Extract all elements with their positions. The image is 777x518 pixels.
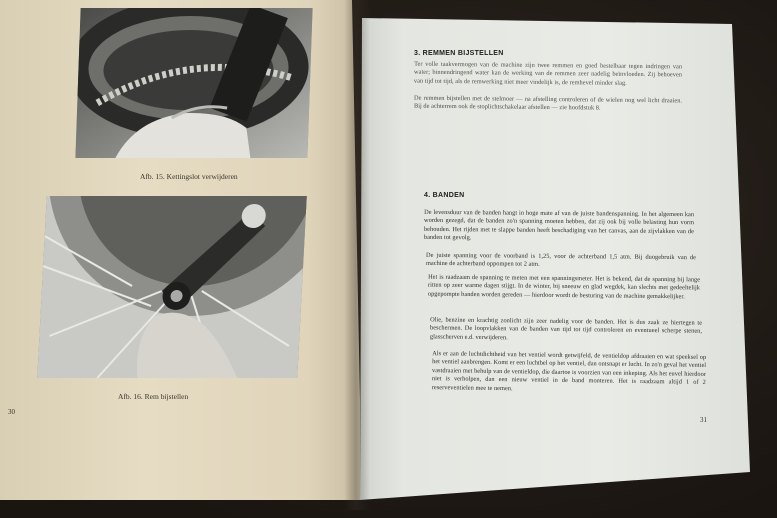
section-3-heading: 3. REMMEN BIJSTELLEN [414, 50, 504, 57]
section-4-heading: 4. BANDEN [424, 192, 465, 199]
right-page-number: 31 [700, 416, 707, 424]
figure-16-illustration [37, 196, 307, 378]
figure-15-caption: Afb. 15. Kettingslot verwijderen [140, 172, 238, 181]
figure-15-photo [75, 8, 312, 158]
figure-16-photo [37, 196, 307, 378]
section-4-paragraph-4: Olie, benzine en krachtig zonlicht zijn zeer nadelig voor de banden. Het is dus zaak ze hiertegen te beschermen. De loopvlakken van de banden van tijd tot tijd controleren en eventueel scherpe stenen, glasscherven e.d. verwijderen. [429, 316, 703, 342]
section-4-paragraph-2: De juiste spanning voor de voorband is 1,25, voor de achterband 1,5 atm. Bij duogebruik van de machine de achterband oppompen tot 2 atm. [425, 251, 697, 269]
figure-15-illustration [75, 8, 312, 158]
section-3-paragraph-2: De remmen bijstellen met de stelmoer — na afstelling controleren of de wielen nog wel licht draaien. Bij de achterrem ook de stoplichtschakelaar afstellen — zie hoofdstuk 8. [413, 94, 683, 112]
book-gutter [344, 0, 370, 510]
left-page-number: 30 [8, 408, 15, 416]
figure-16-caption: Afb. 16. Rem bijstellen [118, 392, 189, 401]
section-4-paragraph-1: De levensduur van de banden hangt in hoge mate af van de juiste bandenspanning. In het algemeen kan worden gezegd, dat de banden zo'n spanning moeten hebben, dat zij ook bij volle belasting hun vorm behouden. Het rijden met te slappe banden heeft beschadiging van het canvas, aan de zijvlakken van de banden tot gevolg. [423, 208, 695, 242]
section-4-paragraph-5: Als er aan de luchtdichtheid van het ventiel wordt getwijfeld, de ventieldop afdraaien en wat speeksel op het ventiel aanbrengen. Komt er een luchtbel op het ventiel, dan ontsnapt er lucht. In zo'n geval het ventiel vastdraaien met behulp van de ventieldop, die daartoe is voorzien van een inkeping. Als het euvel hierdoor niet is verholpen, dan een nieuw ventiel in de band monteren. Het is raadzaam altijd 1 of 2 reserveventielen mee te nemen. [431, 350, 707, 392]
section-3-paragraph-1: Ter volle taakvermogen van de machine zijn twee remmen en goed bestelbaar tegen indringen van water; binnendringend water kan de werking van de remmen zeer nadelig beïnvloeden. Zij behoeven van tijd tot tijd, als de remwerking niet meer vindelijk is, de remhevel minder slag. [413, 60, 683, 87]
section-4-paragraph-3: Het is raadzaam de spanning te meten met een spanningsmeter. Het is bekend, dat de spanning bij lange ritten op zeer warme dagen stijgt. In de winter, bij sneeuw en glad wegdek, kan slechts met gedeeltelijk opgepompte banden worden gereden — hierdoor wordt de besturing van de machine gemakkelijker. [427, 273, 701, 301]
